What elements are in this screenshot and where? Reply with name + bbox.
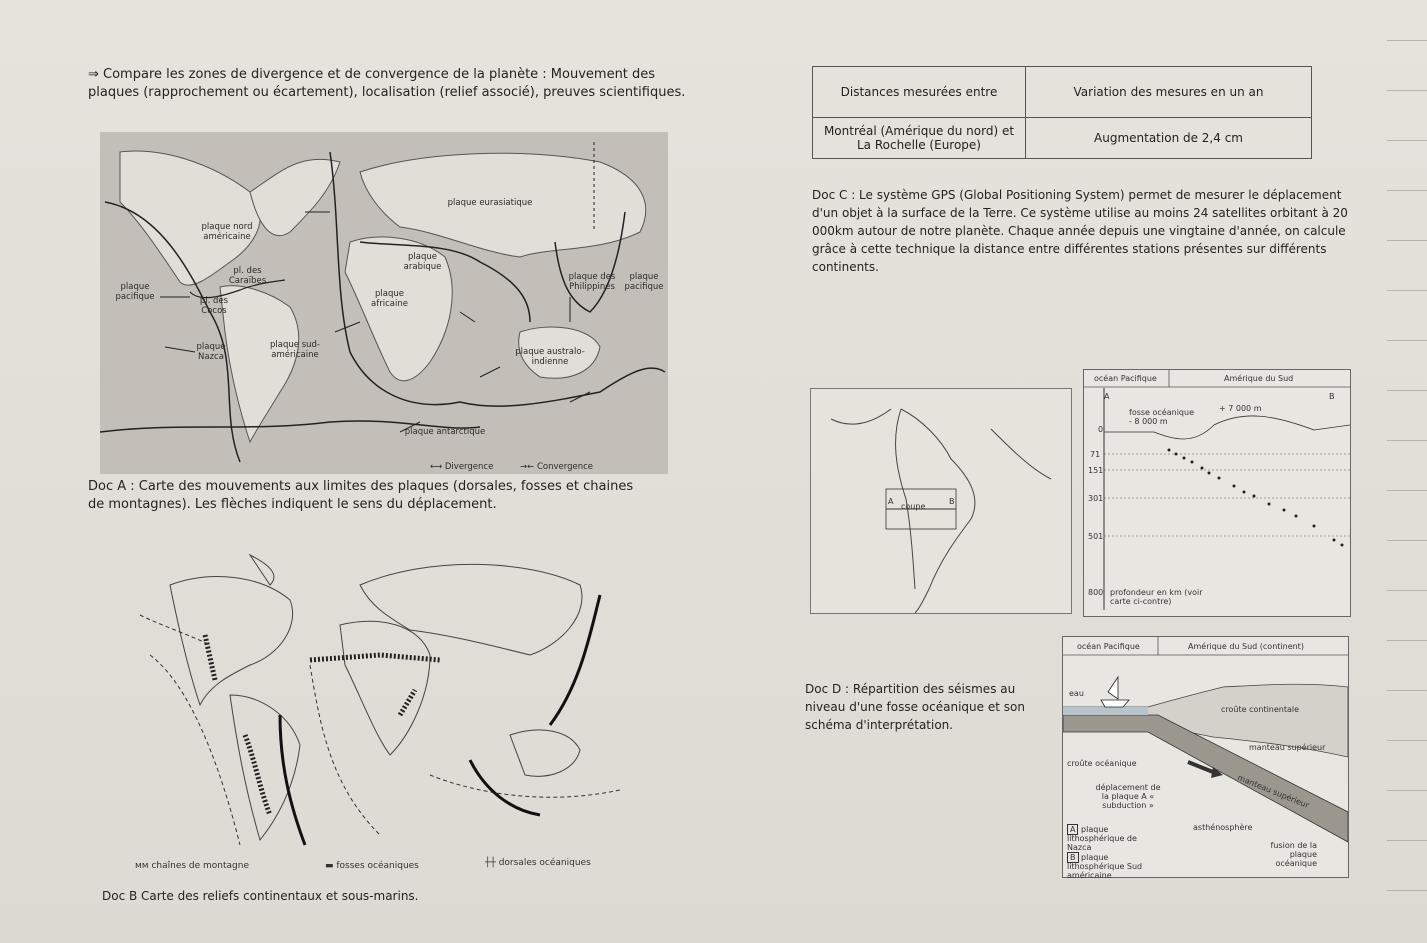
- page-rule: [1387, 340, 1427, 341]
- depth-800: 800: [1088, 588, 1104, 597]
- page-rule: [1387, 540, 1427, 541]
- label-caraibes: pl. des Caraïbes: [228, 266, 267, 286]
- schema-asthenosphere: asthénosphère: [1193, 823, 1253, 832]
- legend-divergence-label: Divergence: [444, 462, 494, 472]
- label-nord-americaine: plaque nord américaine: [201, 222, 253, 242]
- schema-legend-b: [1067, 853, 1167, 880]
- depth-0: 0: [1098, 425, 1104, 434]
- schema-croute-oceanique: croûte océanique: [1067, 759, 1137, 768]
- schema-eau-label: eau: [1069, 689, 1084, 698]
- page-rule: [1387, 690, 1427, 691]
- schema-manteau-superieur: manteau supérieur: [1249, 743, 1326, 752]
- label-philippines: plaque des Philippines: [568, 272, 616, 292]
- legend-mountains: ᴍᴍ chaînes de montagne: [135, 861, 249, 871]
- doc-b-caption: Doc B Carte des reliefs continentaux et sous-marins.: [102, 889, 419, 903]
- doc-d-south-america-map: [810, 388, 1072, 614]
- legend-trenches: ▬ fosses océaniques: [325, 861, 419, 871]
- page-rule: [1387, 290, 1427, 291]
- table-header-row: [813, 67, 1312, 118]
- schema-croute-continentale: croûte continentale: [1221, 705, 1300, 714]
- table-row: [813, 118, 1312, 159]
- label-arabique: plaque arabique: [403, 252, 442, 272]
- label-africaine: plaque africaine: [371, 289, 408, 309]
- page-rule: [1387, 240, 1427, 241]
- table-cell-place: Montréal (Amérique du nord) et La Rochelle (Europe): [813, 118, 1026, 159]
- page-rule: [1387, 40, 1427, 41]
- depth-501: 501: [1088, 532, 1104, 541]
- doc-c-text: Doc C : Le système GPS (Global Positioning System) permet de mesurer le déplacement d'un objet à la surface de la Terre. Ce système utilise au moins 24 satellites orbitant à 20 000km autour de notre planète. Chaque année depuis une vingtaine d'année, on calcule grâce à cette technique la distance entre différentes stations présentes sur différents continents.: [812, 188, 1348, 274]
- map-label-coupe: coupe: [901, 502, 926, 511]
- legend-divergence: ⟷ Divergence: [430, 462, 494, 472]
- doc-a-plate-map: [100, 132, 668, 474]
- page-rule: [1387, 490, 1427, 491]
- label-sud-americaine: plaque sud-américaine: [270, 340, 320, 360]
- schema-manteau-diag: manteau supérieur: [1236, 773, 1311, 810]
- schema-legend-b-text: plaque lithosphérique Sud américaine: [1067, 853, 1143, 880]
- schema-deplacement-label: déplacement de la plaque A « subduction »: [1095, 783, 1161, 810]
- page-rule: [1387, 390, 1427, 391]
- label-eurasiatique: plaque eurasiatique: [447, 198, 533, 208]
- page-rule: [1387, 90, 1427, 91]
- schema-legend-a-box: A: [1067, 824, 1078, 835]
- page-rule: [1387, 790, 1427, 791]
- section-a-label: A: [1104, 392, 1110, 401]
- schema-legend-a: [1067, 825, 1157, 852]
- label-nazca: plaque Nazca: [196, 342, 226, 362]
- legend-mountains-label: chaînes de montagne: [151, 861, 249, 871]
- doc-b-map-drawing: [130, 545, 640, 855]
- depth-301: 301: [1088, 494, 1104, 503]
- label-antarctique: plaque antarctique: [404, 427, 486, 437]
- page-rule: [1387, 740, 1427, 741]
- table-header-col2: Variation des mesures en un an: [1026, 67, 1312, 118]
- doc-d-subduction-schema: [1062, 636, 1349, 878]
- depth-71: 71: [1090, 450, 1101, 459]
- schema-ocean-label: océan Pacifique: [1077, 642, 1140, 651]
- label-pacifique-west: plaque pacifique: [115, 282, 155, 302]
- depth-151: 151: [1088, 466, 1104, 475]
- section-b-label: B: [1329, 392, 1335, 401]
- page-rule: [1387, 840, 1427, 841]
- depth-axis-label: profondeur en km (voir carte ci-contre): [1110, 588, 1203, 606]
- page-rule: [1387, 140, 1427, 141]
- legend-ridges-label: dorsales océaniques: [498, 858, 591, 868]
- page-rule: [1387, 590, 1427, 591]
- doc-d-seismic-section: [1083, 369, 1351, 617]
- legend-convergence: →← Convergence: [520, 462, 593, 472]
- page-rule: [1387, 440, 1427, 441]
- section-peak-label: + 7 000 m: [1219, 404, 1262, 413]
- schema-fusion-label: fusion de la plaque océanique: [1270, 841, 1317, 868]
- section-fosse-label: fosse océanique - 8 000 m: [1129, 408, 1194, 426]
- label-pacifique-east: plaque pacifique: [624, 272, 664, 292]
- table-header-col1: Distances mesurées entre: [813, 67, 1026, 118]
- legend-trenches-label: fosses océaniques: [336, 861, 419, 871]
- table-cell-value: Augmentation de 2,4 cm: [1026, 118, 1312, 159]
- schema-legend-b-box: B: [1067, 852, 1079, 863]
- label-cocos: pl. des Cocos: [199, 296, 229, 316]
- map-label-b: B: [949, 497, 955, 506]
- seismic-section-drawing: [1084, 370, 1350, 616]
- page-rule: [1387, 640, 1427, 641]
- doc-a-caption: Doc A : Carte des mouvements aux limites des plaques (dorsales, fosses et chaines de montagnes). Les flèches indiquent le sens du déplacement.: [88, 479, 634, 512]
- legend-ridges: ┼┼ dorsales océaniques: [485, 858, 591, 868]
- label-australo-indienne: plaque australo-indienne: [515, 347, 585, 367]
- page-rule: [1387, 890, 1427, 891]
- page-rule: [1387, 190, 1427, 191]
- schema-legend-a-text: plaque lithosphérique de Nazca: [1067, 825, 1137, 852]
- schema-continent-label: Amérique du Sud (continent): [1188, 642, 1304, 651]
- intro-text: ⇒ Compare les zones de divergence et de convergence de la planète : Mouvement des plaques (rapprochement ou écartement), localisation (relief associé), preuves scientifiques.: [88, 67, 686, 100]
- doc-d-map-drawing: [811, 389, 1071, 613]
- doc-d-caption: Doc D : Répartition des séismes au niveau d'une fosse océanique et son schéma d'interprétation.: [805, 682, 1025, 732]
- section-america-label: Amérique du Sud: [1224, 374, 1294, 383]
- legend-convergence-label: Convergence: [536, 462, 593, 472]
- section-ocean-label: océan Pacifique: [1094, 374, 1157, 383]
- doc-b-relief-map: [130, 545, 640, 855]
- map-label-a: A: [888, 497, 894, 506]
- gps-distance-table: [812, 66, 1312, 159]
